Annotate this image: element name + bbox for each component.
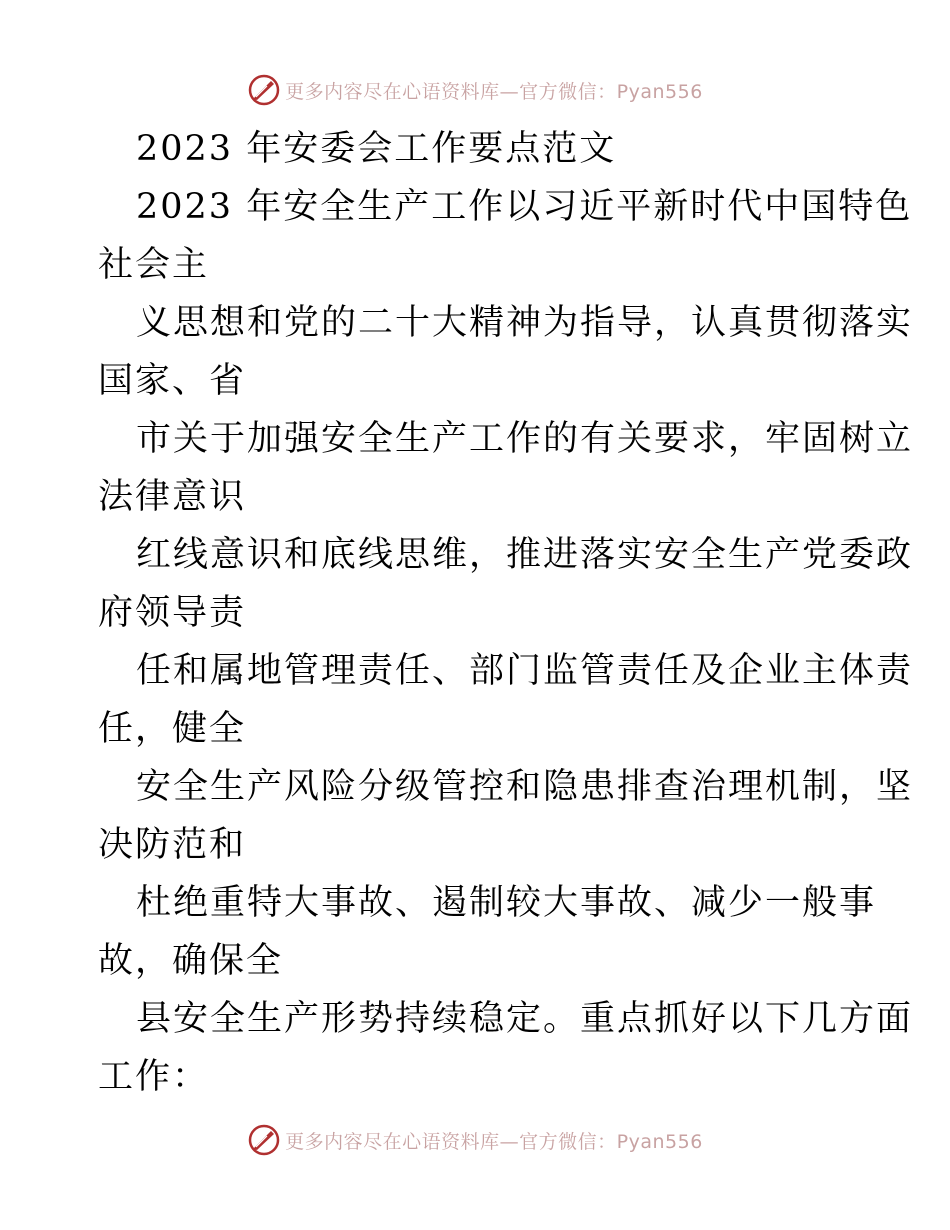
paragraph-line: 社会主: [98, 245, 210, 285]
header-watermark: [0, 70, 950, 110]
paragraph-line: 国家、省: [98, 361, 247, 401]
document-body: [98, 120, 914, 1106]
paragraph-line: 法律意识: [98, 477, 247, 517]
paragraph-line: 市关于加强安全生产工作的有关要求，牢固树立: [136, 419, 914, 459]
paragraph-line: 红线意识和底线思维，推进落实安全生产党委政: [136, 535, 914, 575]
watermark-text: 更多内容尽在心语资料库—官方微信：Pyan556: [285, 80, 703, 103]
quill-pen-logo-icon: [247, 73, 281, 107]
paragraph-line: 县安全生产形势持续稳定。重点抓好以下几方面: [136, 999, 914, 1039]
paragraph-line: 义思想和党的二十大精神为指导，认真贯彻落实: [136, 303, 914, 343]
paragraph-line: 任，健全: [98, 709, 247, 749]
document-title: 2023 年安委会工作要点范文: [136, 129, 617, 169]
quill-pen-logo-icon: [247, 1123, 281, 1157]
paragraph-line: 任和属地管理责任、部门监管责任及企业主体责: [136, 651, 914, 691]
watermark-text: 更多内容尽在心语资料库—官方微信：Pyan556: [285, 1130, 703, 1153]
paragraph-line: 工作：: [98, 1057, 210, 1097]
paragraph-line: 决防范和: [98, 825, 247, 865]
footer-watermark: [0, 1120, 950, 1160]
paragraph-line: 故，确保全: [98, 941, 284, 981]
paragraph-line: 府领导责: [98, 593, 247, 633]
paragraph-line: 2023 年安全生产工作以习近平新时代中国特色: [136, 187, 913, 227]
paragraph-line: 杜绝重特大事故、遏制较大事故、减少一般事: [136, 883, 877, 923]
paragraph-line: 安全生产风险分级管控和隐患排查治理机制，坚: [136, 767, 914, 807]
